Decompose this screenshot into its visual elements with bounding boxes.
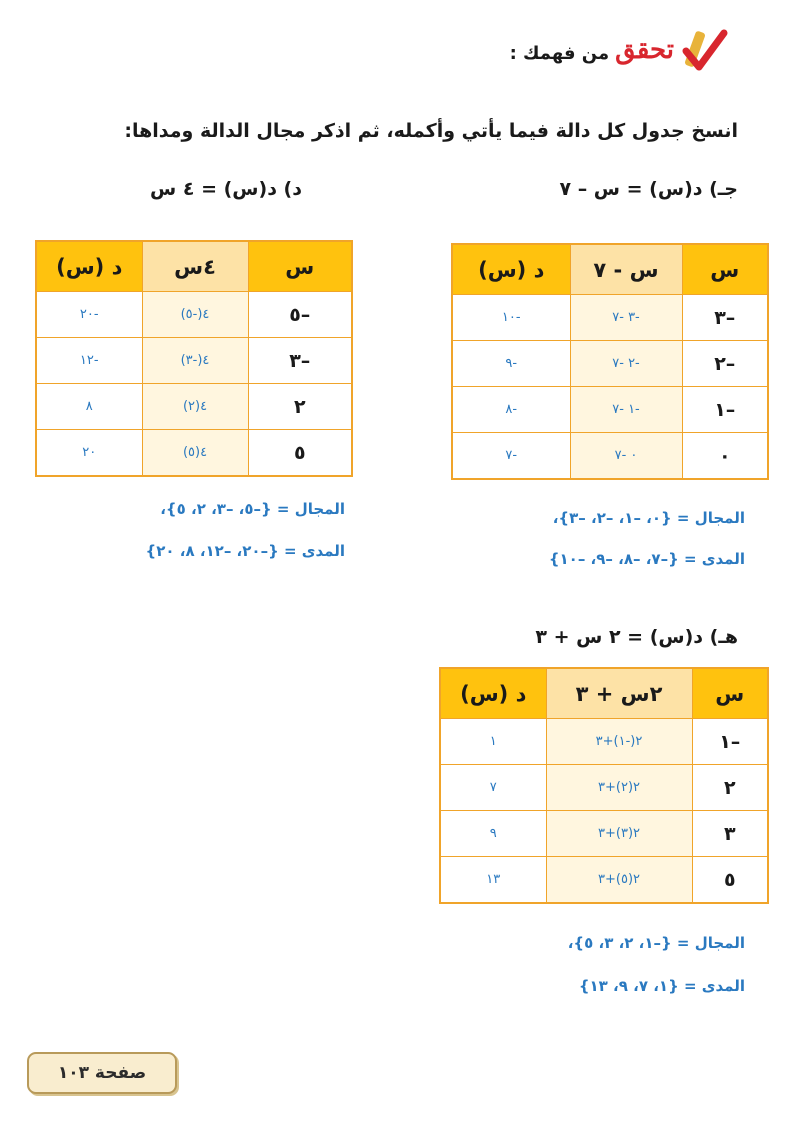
table-row (452, 341, 768, 387)
instruction-text: انسخ جدول كل دالة فيما يأتي وأكمله، ثم اذكر مجال الدالة ومداها: (124, 120, 738, 142)
expression-cell: -١ -٧ (570, 387, 682, 433)
table-exercise-j (451, 243, 769, 480)
result-cell: ٨ (36, 384, 142, 430)
expression-cell: ٤(٥) (142, 430, 248, 477)
x-value: ٥ (248, 430, 352, 477)
table-header-row (440, 668, 768, 719)
column-header: س (682, 244, 768, 295)
table-row (452, 433, 768, 480)
column-header: س (692, 668, 768, 719)
domain-h: المجال = {–١، ٢، ٣، ٥}، (567, 934, 745, 952)
result-cell: -١٠ (452, 295, 570, 341)
table-exercise-h (439, 667, 769, 904)
result-cell: -٢٠ (36, 292, 142, 338)
x-value: ٠ (682, 433, 768, 480)
section-title: تحقق (615, 35, 674, 65)
expression-cell: ٢(٢)+٣ (546, 765, 692, 811)
table-row (440, 719, 768, 765)
x-value: –٥ (248, 292, 352, 338)
expression-cell: -٣ -٧ (570, 295, 682, 341)
expression-cell: ٢(٣)+٣ (546, 811, 692, 857)
column-header: س (248, 241, 352, 292)
expression-cell: ٤(-٣) (142, 338, 248, 384)
column-header: س - ٧ (570, 244, 682, 295)
column-header: ٢س + ٣ (546, 668, 692, 719)
x-value: –٣ (682, 295, 768, 341)
result-cell: -٩ (452, 341, 570, 387)
domain-j: المجال = {٠، –١، –٢، –٣}، (552, 509, 745, 527)
x-value: ٥ (692, 857, 768, 904)
column-header: د (س) (36, 241, 142, 292)
expression-cell: ٤(٢) (142, 384, 248, 430)
expression-cell: -٢ -٧ (570, 341, 682, 387)
result-cell: ٧ (440, 765, 546, 811)
table-row (452, 387, 768, 433)
x-value: ٣ (692, 811, 768, 857)
x-value: –٣ (248, 338, 352, 384)
table-exercise-d (35, 240, 353, 477)
domain-d: المجال = {–٥، –٣، ٢، ٥}، (160, 500, 345, 518)
section-subtitle: من فهمك : (509, 42, 610, 64)
page-number-badge: صفحة ١٠٣ (27, 1052, 177, 1094)
result-cell: ٢٠ (36, 430, 142, 477)
table-row (440, 811, 768, 857)
result-cell: ٩ (440, 811, 546, 857)
column-header: د (س) (440, 668, 546, 719)
table-row (440, 857, 768, 904)
expression-cell: ٠ -٧ (570, 433, 682, 480)
exercise-h-label: هـ) د(س) = ٢ س + ٣ (535, 626, 738, 648)
result-cell: -٨ (452, 387, 570, 433)
range-d: المدى = {–٢٠، –١٢، ٨، ٢٠} (145, 542, 345, 560)
table-row (36, 292, 352, 338)
table-row (440, 765, 768, 811)
table-row (452, 295, 768, 341)
range-h: المدى = {١، ٧، ٩، ١٣} (578, 977, 745, 995)
result-cell: ١ (440, 719, 546, 765)
range-j: المدى = {–٧، –٨، –٩، –١٠} (548, 550, 745, 568)
table-header-row (36, 241, 352, 292)
result-cell: ١٣ (440, 857, 546, 904)
x-value: –١ (682, 387, 768, 433)
expression-cell: ٢(٥)+٣ (546, 857, 692, 904)
result-cell: -١٢ (36, 338, 142, 384)
column-header: ٤س (142, 241, 248, 292)
exercise-j-label: جـ) د(س) = س – ٧ (559, 178, 738, 200)
table-row (36, 338, 352, 384)
x-value: ٢ (692, 765, 768, 811)
x-value: –١ (692, 719, 768, 765)
section-header (510, 20, 730, 80)
table-row (36, 430, 352, 477)
x-value: –٢ (682, 341, 768, 387)
result-cell: -٧ (452, 433, 570, 480)
expression-cell: ٢(-١)+٣ (546, 719, 692, 765)
checkmark-icon (680, 25, 730, 75)
table-header-row (452, 244, 768, 295)
x-value: ٢ (248, 384, 352, 430)
expression-cell: ٤(-٥) (142, 292, 248, 338)
table-row (36, 384, 352, 430)
exercise-d-label: د) د(س) = ٤ س (150, 178, 302, 200)
column-header: د (س) (452, 244, 570, 295)
